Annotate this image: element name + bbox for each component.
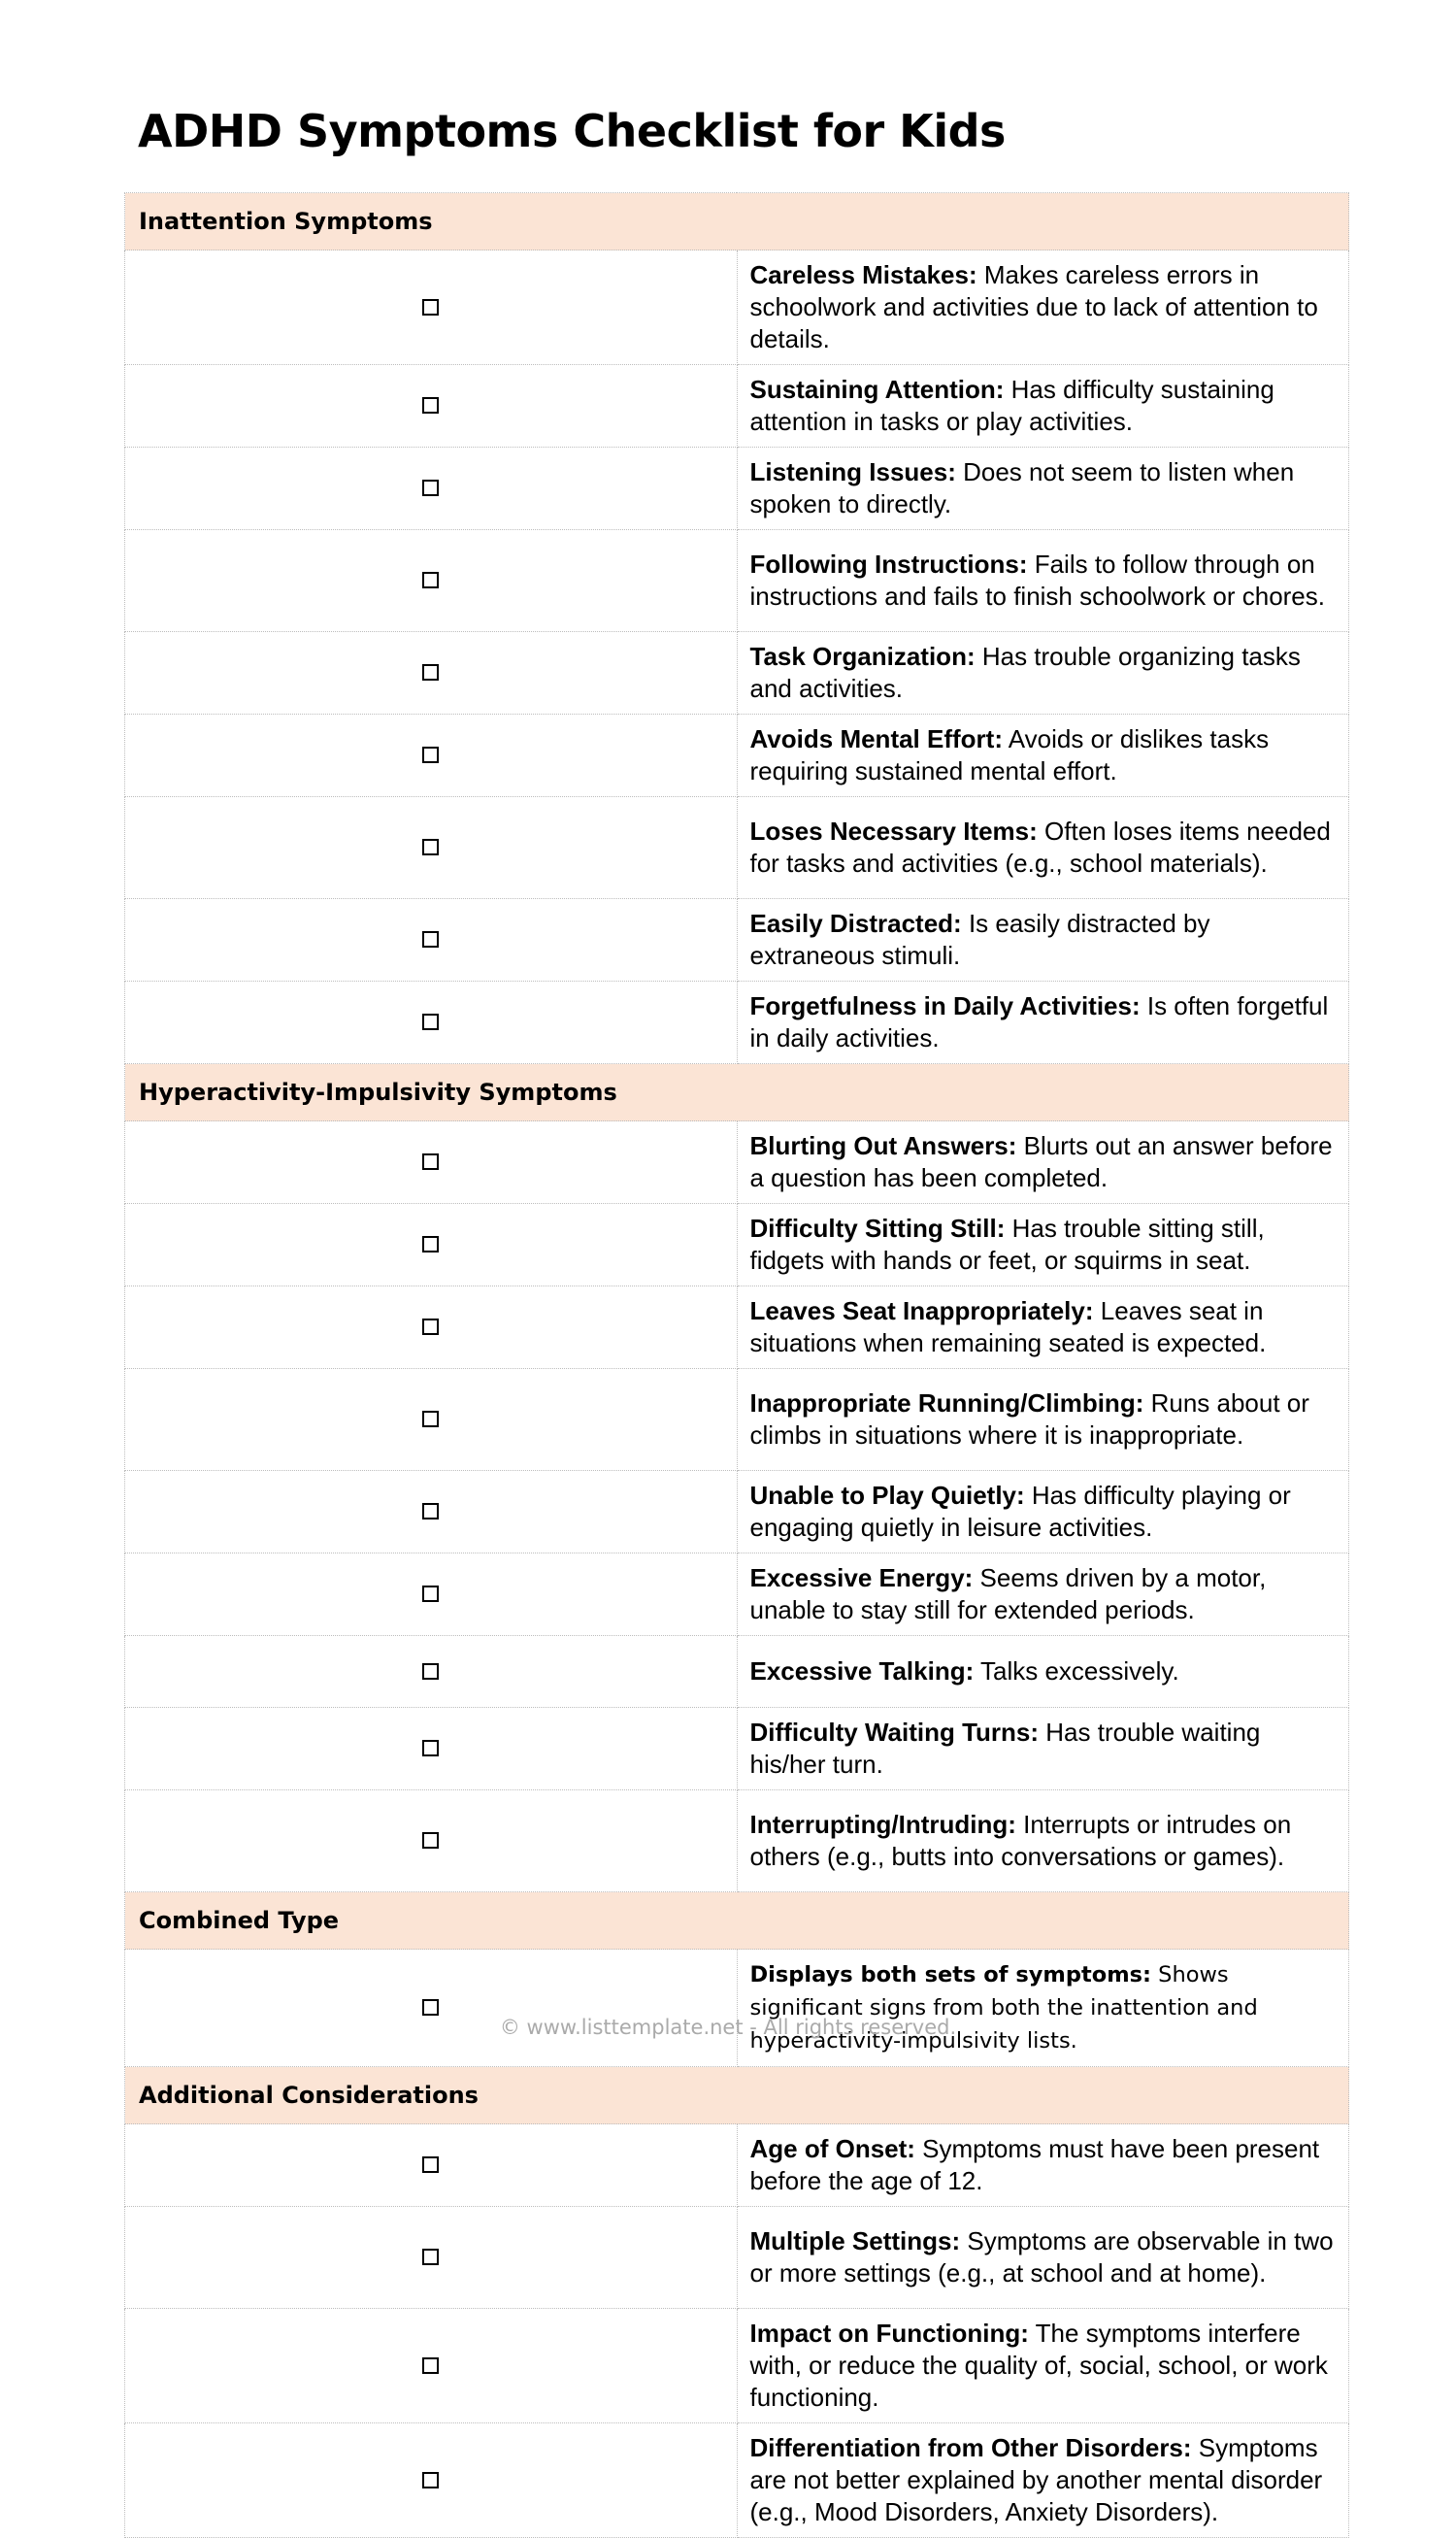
checklist-item-text: [737, 715, 1349, 797]
symptom-term: Differentiation from Other Disorders:: [749, 2433, 1192, 2462]
checklist-item-text: [737, 1471, 1349, 1553]
checklist-item-text: [737, 1369, 1349, 1471]
symptom-term: Careless Mistakes:: [749, 260, 977, 289]
symptom-term: Excessive Talking:: [749, 1656, 975, 1686]
section-heading: Inattention Symptoms: [125, 193, 1349, 250]
checklist-row: [125, 1286, 1349, 1369]
symptom-description: Fails to follow through on instructions and fails to finish schoolwork or chores.: [749, 550, 1325, 611]
page-title: ADHD Symptoms Checklist for Kids: [138, 105, 1006, 157]
checkbox[interactable]: [422, 1999, 439, 2016]
section-header-additional: [125, 2067, 1349, 2124]
checkbox[interactable]: [422, 2249, 439, 2265]
checkbox[interactable]: [422, 2357, 439, 2374]
symptom-description: Symptoms are observable in two or more settings (e.g., at school and at home).: [749, 2226, 1334, 2288]
checklist-row: [125, 1369, 1349, 1471]
checkbox[interactable]: [422, 664, 439, 681]
section-heading: Hyperactivity-Impulsivity Symptoms: [125, 1064, 1349, 1121]
checkbox[interactable]: [422, 1236, 439, 1252]
symptom-description: Leaves seat in situations when remaining seated is expected.: [749, 1296, 1267, 1357]
symptom-term: Avoids Mental Effort:: [749, 724, 1003, 753]
checklist-item-text: [737, 250, 1349, 365]
checklist-row: [125, 1636, 1349, 1708]
checklist-row: [125, 899, 1349, 982]
checkbox[interactable]: [422, 1740, 439, 1756]
checklist-item-text: [737, 2207, 1349, 2309]
symptom-term: Forgetfulness in Daily Activities:: [749, 991, 1141, 1020]
checkbox[interactable]: [422, 572, 439, 588]
symptom-description: Seems driven by a motor, unable to stay still for extended periods.: [749, 1563, 1267, 1624]
checklist-row: [125, 797, 1349, 899]
checkbox[interactable]: [422, 1503, 439, 1519]
checklist-item-text: [737, 632, 1349, 715]
checklist-row: [125, 1708, 1349, 1790]
symptom-term: Following Instructions:: [749, 550, 1028, 579]
checkbox[interactable]: [422, 480, 439, 496]
symptom-term: Task Organization:: [749, 642, 976, 671]
symptom-description: Is often forgetful in daily activities.: [749, 991, 1329, 1052]
symptom-description: Shows significant signs from both the inattention and hyperactivity-impulsivity lists.: [749, 1962, 1258, 2054]
checkbox[interactable]: [422, 1663, 439, 1680]
symptom-description: Is easily distracted by extraneous stimuli.: [749, 909, 1210, 970]
symptom-term: Interrupting/Intruding:: [749, 1810, 1016, 1839]
checklist-item-text: [737, 365, 1349, 448]
symptom-term: Multiple Settings:: [749, 2226, 961, 2255]
checkbox[interactable]: [422, 299, 439, 316]
symptom-term: Sustaining Attention:: [749, 375, 1005, 404]
checklist-item-text: [737, 1708, 1349, 1790]
section-heading: Combined Type: [125, 1892, 1349, 1950]
checkbox[interactable]: [422, 1319, 439, 1335]
symptom-description: The symptoms interfere with, or reduce the quality of, social, school, or work functioning.: [749, 2319, 1328, 2412]
symptom-description: Has trouble organizing tasks and activities.: [749, 642, 1301, 703]
checklist-row: [125, 1553, 1349, 1636]
checklist-item-text: [737, 448, 1349, 530]
symptom-description: Often loses items needed for tasks and activities (e.g., school materials).: [749, 817, 1331, 878]
symptom-term: Difficulty Waiting Turns:: [749, 1718, 1040, 1747]
checklist-row: [125, 530, 1349, 632]
checklist-item-text: [737, 1553, 1349, 1636]
checkbox[interactable]: [422, 2472, 439, 2488]
checklist-row: [125, 715, 1349, 797]
checklist-row: [125, 1950, 1349, 2067]
symptom-term: Leaves Seat Inappropriately:: [749, 1296, 1094, 1325]
checklist-row: [125, 1121, 1349, 1204]
symptom-term: Easily Distracted:: [749, 909, 962, 938]
checkbox[interactable]: [422, 1586, 439, 1602]
checklist-item-text: [737, 1950, 1349, 2067]
checklist-row: [125, 1471, 1349, 1553]
checkbox[interactable]: [422, 1832, 439, 1849]
symptom-description: Has trouble waiting his/her turn.: [749, 1718, 1261, 1779]
symptom-description: Has difficulty sustaining attention in tasks or play activities.: [749, 375, 1274, 436]
checklist-row: [125, 250, 1349, 365]
symptom-term: Impact on Functioning:: [749, 2319, 1029, 2348]
symptom-term: Displays both sets of symptoms:: [749, 1962, 1152, 1987]
symptom-description: Runs about or climbs in situations where it is inappropriate.: [749, 1388, 1309, 1450]
checkbox[interactable]: [422, 1411, 439, 1427]
checklist-item-text: [737, 530, 1349, 632]
checkbox[interactable]: [422, 397, 439, 414]
copyright-footer: © www.listtemplate.net - All rights reserved.: [499, 2016, 957, 2039]
section-heading: Additional Considerations: [125, 2067, 1349, 2124]
symptom-term: Inappropriate Running/Climbing:: [749, 1388, 1144, 1418]
symptom-description: Has difficulty playing or engaging quietly in leisure activities.: [749, 1481, 1291, 1542]
checklist-row: [125, 982, 1349, 1064]
checklist-item-text: [737, 982, 1349, 1064]
checklist-row: [125, 2207, 1349, 2309]
checklist-item-text: [737, 2423, 1349, 2538]
symptom-description: Interrupts or intrudes on others (e.g., butts into conversations or games).: [749, 1810, 1292, 1871]
symptom-term: Blurting Out Answers:: [749, 1131, 1017, 1160]
checklist-row: [125, 632, 1349, 715]
checklist-row: [125, 1790, 1349, 1892]
checklist-item-text: [737, 1286, 1349, 1369]
checkbox[interactable]: [422, 931, 439, 948]
checkbox[interactable]: [422, 1014, 439, 1030]
checklist-item-text: [737, 1204, 1349, 1286]
checklist-item-text: [737, 1121, 1349, 1204]
symptom-term: Difficulty Sitting Still:: [749, 1214, 1006, 1243]
symptom-description: Symptoms must have been present before the age of 12.: [749, 2134, 1320, 2195]
checkbox[interactable]: [422, 1153, 439, 1170]
symptom-description: Has trouble sitting still, fidgets with hands or feet, or squirms in seat.: [749, 1214, 1265, 1275]
checklist-row: [125, 448, 1349, 530]
symptom-term: Loses Necessary Items:: [749, 817, 1038, 846]
checkbox[interactable]: [422, 747, 439, 763]
symptom-term: Listening Issues:: [749, 457, 956, 486]
checklist-item-text: [737, 1636, 1349, 1708]
symptom-description: Avoids or dislikes tasks requiring sustained mental effort.: [749, 724, 1270, 785]
checklist-row: [125, 1204, 1349, 1286]
section-header-hyperactivity: [125, 1064, 1349, 1121]
symptom-term: Excessive Energy:: [749, 1563, 974, 1592]
checkbox[interactable]: [422, 2156, 439, 2173]
checklist-row: [125, 2124, 1349, 2207]
section-header-inattention: [125, 193, 1349, 250]
checkbox[interactable]: [422, 839, 439, 855]
checklist-item-text: [737, 2309, 1349, 2423]
symptom-term: Age of Onset:: [749, 2134, 915, 2163]
symptoms-checklist-table: [124, 192, 1349, 2538]
symptom-description: Symptoms are not better explained by another mental disorder (e.g., Mood Disorders, Anxiety Disorders).: [749, 2433, 1323, 2526]
checklist-row: [125, 2423, 1349, 2538]
symptom-description: Makes careless errors in schoolwork and activities due to lack of attention to details.: [749, 260, 1318, 353]
checklist-item-text: [737, 797, 1349, 899]
checklist-item-text: [737, 2124, 1349, 2207]
checklist-row: [125, 2309, 1349, 2423]
checklist-item-text: [737, 1790, 1349, 1892]
symptom-description: Talks excessively.: [974, 1656, 1179, 1686]
checklist-item-text: [737, 899, 1349, 982]
symptom-description: Does not seem to listen when spoken to directly.: [749, 457, 1295, 518]
symptom-term: Unable to Play Quietly:: [749, 1481, 1025, 1510]
checklist-row: [125, 365, 1349, 448]
symptom-description: Blurts out an answer before a question has been completed.: [749, 1131, 1333, 1192]
section-header-combined: [125, 1892, 1349, 1950]
